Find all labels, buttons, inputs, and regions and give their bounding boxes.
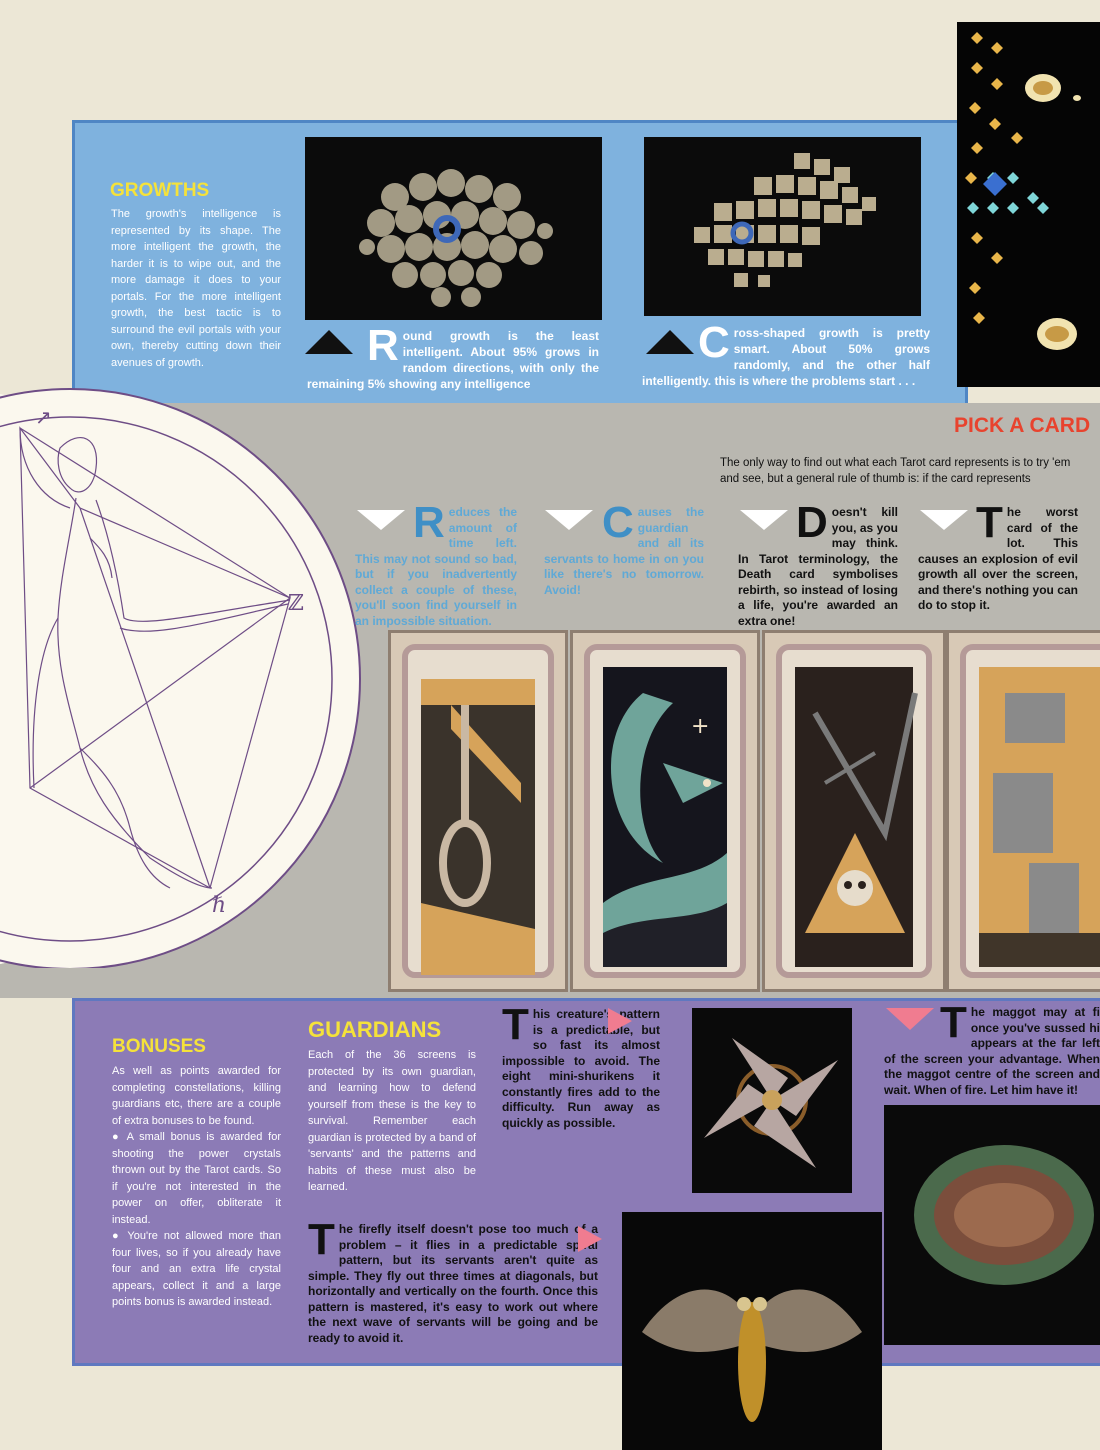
bonuses-heading: BONUSES <box>112 1036 206 1057</box>
tarot-caption-worst: The worst card of the lot. This causes an explosion of evil growth all over the screen, and there's nothing you can do to stop it. <box>918 498 1078 612</box>
tarot-caption-time: Reduces the amount of time left. This may not sound so bad, but if you inadvertently collect a couple of these, you'll soon find yourself in an impossible situation. <box>355 498 517 628</box>
svg-text:+: + <box>691 714 710 739</box>
shuriken-guardian-screenshot <box>692 1008 852 1193</box>
pick-a-card-heading: PICK A CARD <box>954 414 1091 437</box>
pointer-right-icon <box>608 1008 632 1034</box>
round-growth-screenshot <box>305 137 602 320</box>
firefly-caption: The firefly itself doesn't pose too much of a problem – it flies in a predictable spiral pattern, but its servants aren't quite as simple. They fly out three times at diagonals, but horizontally and vertically on the fourth. Once this pattern is mastered, it's easy to work out where the next wave of servants will be going and be ready to avoid it. <box>308 1215 598 1345</box>
growths-heading: GROWTHS <box>110 180 210 201</box>
growths-body: The growth's intelligence is represented by its shape. The more intelligent the growth, the harder it is to wipe out, and the more damage it does to your portals. For the more intelligent growth, the best tactic is to surround the evil portals with your own, thereby cutting down their avenues of growth. <box>111 208 281 369</box>
zodiac-man-illustration <box>0 388 400 968</box>
crystals-screenshot <box>957 22 1100 387</box>
round-growth-caption: Round growth is the least intelligent. About 95% grows in random directions, with only the remaining 5% showing any intelligence <box>307 321 599 391</box>
svg-text:ℤ: ℤ <box>288 591 305 616</box>
pick-a-card-intro: The only way to find out what each Tarot card represents is to try 'em and see, but a general rule of thumb is: if the card represents <box>720 457 1071 485</box>
maggot-guardian-screenshot <box>884 1105 1100 1345</box>
bonuses-body: As well as points awarded for completing constellations, killing guardians etc, there are a couple of extra bonuses to be found. ● A small bonus is awarded for shooting the power crystals thrown out by the Tarot cards. So if you're not interested in the power on offer, obliterate it instead. ● You're not allowed more than four lives, so if you already have four and an extra life crystal appears, collect it and a large points bonus is awarded instead. <box>112 1065 281 1308</box>
tarot-card-death <box>762 630 946 992</box>
firefly-guardian-screenshot <box>622 1212 882 1450</box>
tarot-caption-death: Doesn't kill you, as you may think. In Tarot terminology, the Death card symbolises rebirth, so instead of losing a life, you're awarded an extra one! <box>738 498 898 628</box>
guardians-body: Each of the 36 screens is protected by its own guardian, and learning how to defend yourself from these is the key to survival. Remember each guardian is protected by a band of 'servants' and the patterns and habits of these must also be learned. <box>308 1049 476 1193</box>
tarot-caption-guardian: Causes the guardian and all its servants to home in on you like there's no tomorrow. Avoid! <box>544 498 704 597</box>
cross-growth-caption: Cross-shaped growth is pretty smart. About 50% grows randomly, and the other half intelligently. this is where the problems start . . . <box>642 318 930 388</box>
cross-growth-screenshot <box>644 137 921 316</box>
guardians-heading: GUARDIANS <box>308 1017 442 1042</box>
tarot-card-hanged-man <box>388 630 568 992</box>
maggot-caption: The maggot may at fi once you've sussed hi appears at the far left of the screen your advantage. When the maggot centre of the screen and wait. When of fire. Let him have it! <box>884 998 1100 1097</box>
svg-text:↗: ↗ <box>35 405 52 429</box>
tarot-card-moon <box>570 630 760 992</box>
svg-text:ℏ: ℏ <box>212 893 227 918</box>
pointer-right-icon <box>578 1226 602 1252</box>
tarot-card-tower <box>946 630 1100 992</box>
shuriken-caption: This creature's pattern is a predictable, but so fast its almost impossible to avoid. The eight mini-shurikens it constantly fires add to the difficulty. Run away as quickly as possible. <box>502 1000 660 1130</box>
